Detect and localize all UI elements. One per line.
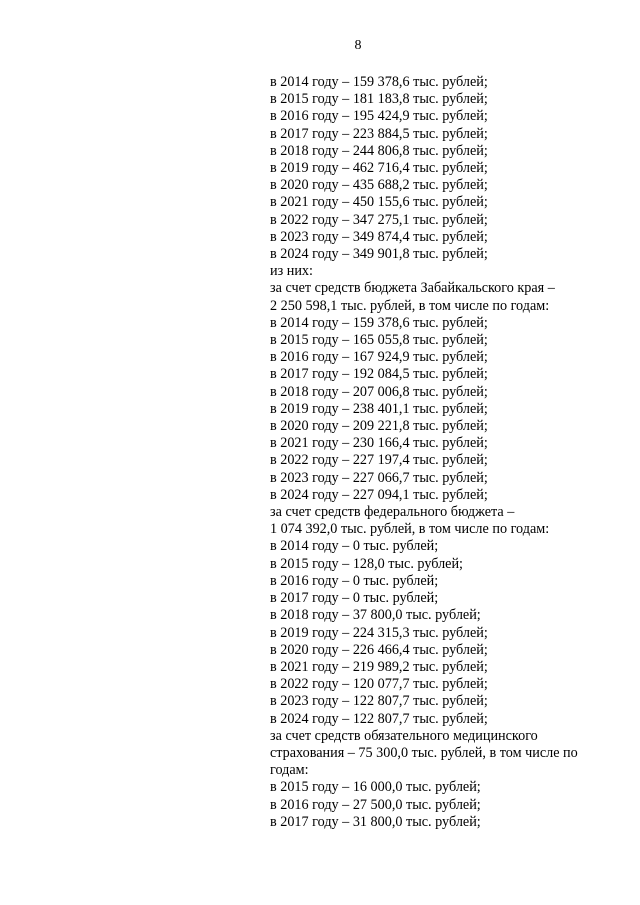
list-item: в 2014 году – 159 378,6 тыс. рублей; xyxy=(270,74,488,90)
of-which-label: из них: xyxy=(270,263,313,280)
list-item: в 2021 году – 219 989,2 тыс. рублей; xyxy=(270,658,488,675)
list-item: в 2020 году – 435 688,2 тыс. рублей; xyxy=(270,177,488,194)
list-item: в 2021 году – 230 166,4 тыс. рублей; xyxy=(270,435,488,452)
list-item: в 2017 году – 0 тыс. рублей; xyxy=(270,590,439,607)
list-item: в 2015 году – 181 183,8 тыс. рублей; xyxy=(270,91,488,108)
list-item: в 2019 году – 462 716,4 тыс. рублей; xyxy=(270,160,488,177)
list-item: в 2016 году – 167 924,9 тыс. рублей; xyxy=(270,349,488,366)
list-item: в 2023 году – 227 066,7 тыс. рублей; xyxy=(270,469,488,486)
list-item: в 2017 году – 31 800,0 тыс. рублей; xyxy=(270,813,481,830)
regional-budget-section xyxy=(270,280,615,504)
list-item: в 2023 году – 122 807,7 тыс. рублей; xyxy=(270,693,488,710)
list-item: в 2022 году – 120 077,7 тыс. рублей; xyxy=(270,676,488,693)
list-item: в 2023 году – 349 874,4 тыс. рублей; xyxy=(270,228,488,245)
list-item: в 2014 году – 159 378,6 тыс. рублей; xyxy=(270,314,488,331)
list-item: в 2018 году – 244 806,8 тыс. рублей; xyxy=(270,142,488,159)
list-item: в 2024 году – 227 094,1 тыс. рублей; xyxy=(270,486,488,503)
list-item: в 2019 году – 238 401,1 тыс. рублей; xyxy=(270,400,488,417)
list-item: в 2020 году – 209 221,8 тыс. рублей; xyxy=(270,418,488,435)
federal-budget-section xyxy=(270,504,615,728)
federal-budget-total: 1 074 392,0 тыс. рублей, в том числе по годам: xyxy=(270,521,550,538)
total-by-year-list xyxy=(270,74,615,263)
list-item: в 2015 году – 165 055,8 тыс. рублей; xyxy=(270,332,488,349)
federal-budget-heading: за счет средств федерального бюджета – xyxy=(270,504,515,521)
page-number: 8 xyxy=(354,38,362,53)
list-item: в 2015 году – 128,0 тыс. рублей; xyxy=(270,555,463,572)
list-item: в 2020 году – 226 466,4 тыс. рублей; xyxy=(270,641,488,658)
list-item: в 2024 году – 122 807,7 тыс. рублей; xyxy=(270,710,488,727)
regional-budget-total: 2 250 598,1 тыс. рублей, в том числе по годам: xyxy=(270,297,550,314)
list-item: в 2021 году – 450 155,6 тыс. рублей; xyxy=(270,194,488,211)
regional-budget-heading: за счет средств бюджета Забайкальского края – xyxy=(270,280,555,297)
list-item: в 2016 году – 27 500,0 тыс. рублей; xyxy=(270,796,481,813)
list-item: в 2017 году – 223 884,5 тыс. рублей; xyxy=(270,125,488,142)
list-item: в 2014 году – 0 тыс. рублей; xyxy=(270,538,439,555)
list-item: в 2024 году – 349 901,8 тыс. рублей; xyxy=(270,246,488,263)
list-item: в 2016 году – 0 тыс. рублей; xyxy=(270,572,439,589)
list-item: в 2022 году – 347 275,1 тыс. рублей; xyxy=(270,211,488,228)
oms-heading: за счет средств обязательного медицинского страхования – 75 300,0 тыс. рублей, в том числе по годам: xyxy=(270,727,578,779)
document-body xyxy=(270,74,615,831)
list-item: в 2016 году – 195 424,9 тыс. рублей; xyxy=(270,108,488,125)
list-item: в 2022 году – 227 197,4 тыс. рублей; xyxy=(270,452,488,469)
list-item: в 2019 году – 224 315,3 тыс. рублей; xyxy=(270,624,488,641)
list-item: в 2018 году – 207 006,8 тыс. рублей; xyxy=(270,383,488,400)
list-item: в 2018 году – 37 800,0 тыс. рублей; xyxy=(270,607,481,624)
oms-section xyxy=(270,728,615,831)
list-item: в 2017 году – 192 084,5 тыс. рублей; xyxy=(270,366,488,383)
list-item: в 2015 году – 16 000,0 тыс. рублей; xyxy=(270,779,481,796)
